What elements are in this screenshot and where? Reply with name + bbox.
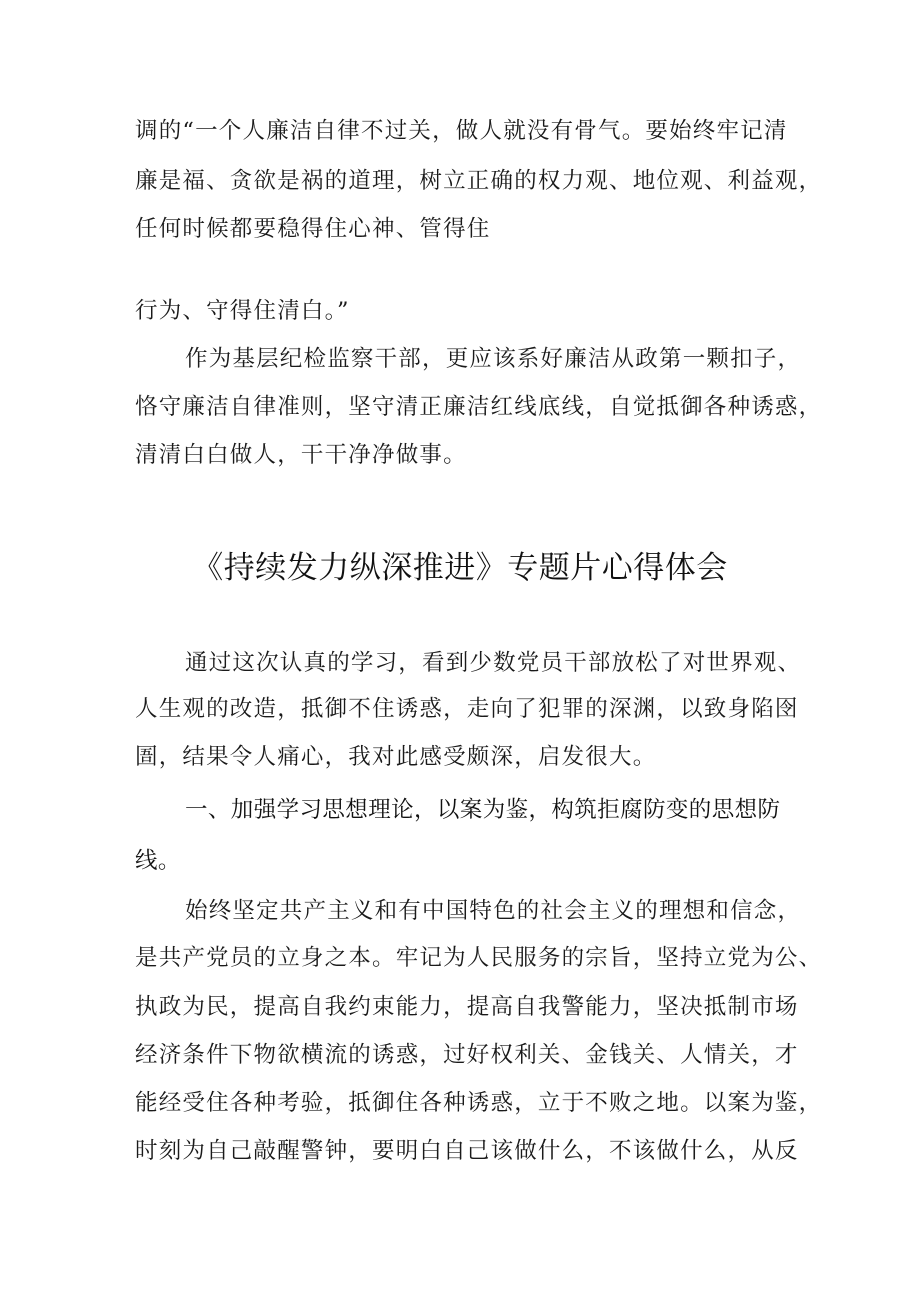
paragraph-line: 执政为民，提高自我约束能力，提高自我警能力，坚决抵制市场 bbox=[135, 994, 799, 1020]
paragraph-line: 廉是福、贪欲是祸的道理，树立正确的权力观、地位观、利益观， bbox=[135, 168, 823, 194]
section-heading: 一、加强学习思想理论，以案为鉴，构筑拒腐防变的思想防 bbox=[185, 797, 781, 823]
paragraph-line: 清清白白做人，干干净净做事。 bbox=[135, 442, 467, 468]
paragraph-line: 恪守廉洁自律准则，坚守清正廉洁红线底线，自觉抵御各种诱惑， bbox=[135, 394, 823, 420]
paragraph-line: 行为、守得住清白。” bbox=[135, 298, 350, 324]
paragraph-line: 始终坚定共产主义和有中国特色的社会主义的理想和信念， bbox=[185, 898, 802, 924]
paragraph-line: 作为基层纪检监察干部，更应该系好廉洁从政第一颗扣子， bbox=[185, 346, 802, 372]
paragraph-line: 时刻为自己敲醒警钟，要明白自己该做什么，不该做什么，从反 bbox=[135, 1138, 799, 1164]
document-title: 《持续发力纵深推进》专题片心得体会 bbox=[192, 550, 728, 586]
paragraph-line: 经济条件下物欲横流的诱惑，过好权利关、金钱关、人情关，才 bbox=[135, 1042, 799, 1068]
paragraph-line: 人生观的改造，抵御不住诱惑，走向了犯罪的深渊，以致身陷囹 bbox=[135, 696, 799, 722]
paragraph-line: 通过这次认真的学习，看到少数党员干部放松了对世界观、 bbox=[185, 650, 802, 676]
paragraph-line: 能经受住各种考验，抵御住各种诱惑，立于不败之地。以案为鉴， bbox=[135, 1090, 823, 1116]
paragraph-line: 圄，结果令人痛心，我对此感受颇深，启发很大。 bbox=[135, 744, 657, 770]
paragraph-line: 是共产党员的立身之本。牢记为人民服务的宗旨，坚持立党为公、 bbox=[135, 945, 823, 971]
paragraph-line: 任何时候都要稳得住心神、管得住 bbox=[135, 216, 491, 242]
section-heading: 线。 bbox=[135, 848, 181, 874]
paragraph-line: 调的“一个人廉洁自律不过关，做人就没有骨气。要始终牢记清 bbox=[135, 118, 788, 144]
